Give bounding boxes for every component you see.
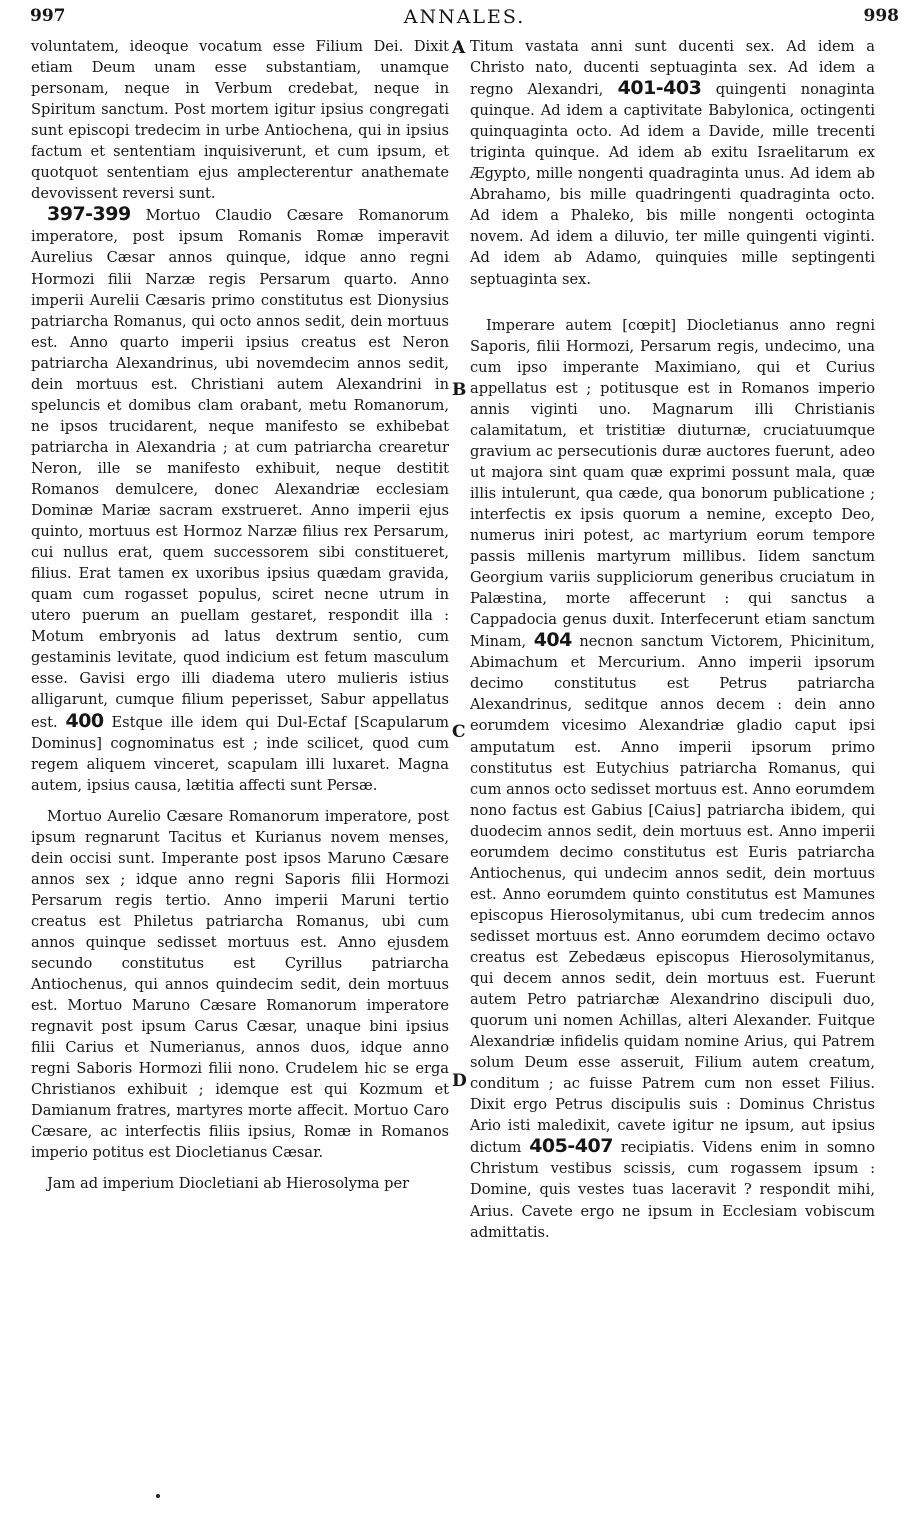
section-number: 401-403	[617, 77, 702, 100]
paragraph-text: recipiatis. Videns enim in somno Christum vestibus scissis, cum rogassem ipsum : Domine, quis vestes tuas laceravit ? respondit mihi, Arius. Cavete ergo ne ipsum in Ecclesiam vobiscum admittatis.	[470, 1139, 875, 1241]
section-number: 400	[65, 709, 104, 732]
margin-letter-c: C	[452, 722, 466, 742]
margin-letter-a: A	[452, 38, 466, 58]
running-header	[30, 6, 899, 34]
right-paragraph	[470, 315, 875, 1243]
paragraph-text: quingenti nonaginta quinque. Ad idem a captivitate Babylonica, octingenti quinquaginta octo. Ad idem a Davide, mille trecenti triginta quinque. Ad idem ab exitu Israelitarum ex Ægypto, mille nongenti quadraginta unus. Ad idem ab Abrahamo, bis mille quadringenti quadraginta octo. Ad idem a Phaleko, bis mille nongenti octoginta novem. Ad idem a diluvio, ter mille quingenti viginti. Ad idem ab Adamo, quinquies mille septingenti septuaginta sex.	[470, 81, 876, 288]
paragraph-text: Estque ille idem qui Dul-Ectaf [Scapularum Dominus] cognominatus est ; inde scilicet, quod cum regem aliquem vinceret, scapulam illi luxaret. Magna autem, ipsius causa, lætitia affecti sunt Persæ.	[31, 713, 449, 794]
margin-letter-d: D	[452, 1071, 467, 1091]
left-paragraph: Jam ad imperium Diocletiani ab Hierosolyma per	[47, 1175, 410, 1193]
paragraph-text: Mortuo Claudio Cæsare Romanorum imperatore, post ipsum Romanis Romæ imperavit Aurelius Cæsar annos quinque, idque anno regni Hormozi filii Narzæ regis Persarum quarto. Anno imperii Aurelii Cæsaris primo constitutus est Dionysius patriarcha Romanus, qui octo annos sedit, dein mortuus est. Anno quarto imperii ipsius creatus est Neron patriarcha Alexandrinus, ubi novemdecim annos sedit, dein mortuus est. Christiani autem Alexandrini in speluncis et domibus clam orabant, metu Romanorum, ne ipsos trucidarent, neque manifesto se exhibebat patriarcha in Alexandria ; at cum patriarcha crearetur Neron, ille se manifesto exhibuit, neque destitit Romanos demulcere, donec Alexandriæ ecclesiam Dominæ Mariæ sacram exstrueret. Anno imperii ejus quinto, mortuus est Hormoz Narzæ filius rex Persarum, cui nullus erat, quem successorem sibi constitueret, filius. Erat tamen ex uxoribus ipsius quædam gravida, quam cum rogasset populus, sciret necne utrum in utero puerum an puellam gestaret, respondit illa : Motum embryonis ad latus dextrum sentio, cum gestaminis levitate, quod indicium est fetum masculum esse. Gavisi ergo illi diadema utero mulieris istius alligarunt, cumque filium peperisset, Sabur appellatus est.	[31, 207, 449, 731]
left-column	[31, 36, 449, 1195]
section-number: 404	[533, 629, 572, 652]
section-number: 405-407	[529, 1135, 613, 1158]
page-number-left: 997	[30, 6, 66, 26]
margin-letter-b: B	[452, 380, 467, 400]
paragraph-text: Imperare autem [cœpit] Diocletianus anno regni Saporis, filii Hormozi, Persarum regis, undecimo, una cum ipso imperante Maximiano, qui et Curius appellatus est ; potitusque est in Romanos imperio annis viginti uno. Magnarum illi Christianis calamitatum, et tristitiæ diuturnæ, cruciatuumque gravium ac persecutionis duræ auctores fuerunt, adeo ut majora sint quam quæ exprimi possunt mala, quæ illis intulerunt, qua cæde, qua bonorum publicatione ; interfectis ex ipsis quorum a nemine, excepto Deo, numerus iniri potest, ac martyrium eorum tempore passis millenis martyrum millibus. Iidem sanctum Georgium variis suppliciorum generibus cruciatum in Palæstina, morte affecerunt : qui sanctus a Cappadocia genus duxit. Interfecerunt etiam sanctum Minam,	[470, 316, 875, 651]
right-paragraph	[470, 36, 875, 290]
section-number: 397-399	[47, 203, 131, 226]
page-number-right: 998	[863, 6, 899, 26]
right-column	[470, 36, 875, 1243]
left-paragraph	[31, 204, 449, 795]
paragraph-text: necnon sanctum Victorem, Phicinitum, Abimachum et Mercurium. Anno imperii ipsorum decimo constitutus est Petrus patriarcha Alexandrinus, seditque annos decem : dein anno eorumdem vicesimo Alexandriæ gladio caput ipsi amputatum est. Anno imperii ipsorum primo constitutus est Eutychius patriarcha Romanus, qui cum annos octo sedisset mortuus est. Anno eorumdem nono factus est Gabius [Caius] patriarcha ibidem, qui duodecim annos sedit, dein mortuus est. Anno imperii eorumdem decimo constitutus est Euris patriarcha Antiochenus, qui undecim annos sedit, dein mortuus est. Anno eorumdem quinto constitutus est Mamunes episcopus Hierosolymitanus, ubi cum tredecim annos sedisset mortuus est. Anno eorumdem decimo octavo creatus est Zebedæus episcopus Hierosolymitanus, qui decem annos sedit, dein mortuus est. Fuerunt autem Petro patriarchæ Alexandrino discipuli duo, quorum uni nomen Achillas, alteri Alexander. Fuitque Alexandriæ infidelis quidam nomine Arius, qui Patrem solum Deum esse asseruit, Filium autem creatum, conditum ; ac fuisse Patrem cum non esset Filius. Dixit ergo Petrus discipulis suis : Dominus Christus Ario isti maledixit, cavete igitur ne ipsum, aut ipsius dictum	[470, 633, 875, 1157]
left-paragraph: voluntatem, ideoque vocatum esse Filium Dei. Dixit etiam Deum unam esse substantiam, unamque personam, neque in Verbum credebat, neque in Spiritum sanctum. Post mortem igitur ipsius congregati sunt episcopi tredecim in urbe Antiochena, qui in ipsius factum et sententiam inquisiverunt, et cum ipsum, et quotquot sententiam ejus amplecterentur anathemate devovissent reversi sunt.	[31, 38, 449, 203]
paragraph-text: Titum vastata anni sunt ducenti sex. Ad idem a Christo nato, ducenti septuaginta sex. Ad idem a regno Alexandri,	[470, 38, 875, 99]
left-paragraph: Mortuo Aurelio Cæsare Romanorum imperatore, post ipsum regnarunt Tacitus et Kurianus novem menses, dein occisi sunt. Imperante post ipsos Maruno Cæsare annos sex ; idque anno regni Saporis filii Hormozi Persarum regis tertio. Anno imperii Maruni tertio creatus est Philetus patriarcha Romanus, ubi cum annos quinque sedisset mortuus est. Anno ejusdem secundo constitutus est Cyrillus patriarcha Antiochenus, qui annos quindecim sedit, dein mortuus est. Mortuo Maruno Cæsare Romanorum imperatore regnavit post ipsum Carus Cæsar, unaque bini ipsius filii Carius et Numerianus, annos duos, idque anno regni Saboris Hormozi filii nono. Crudelem hic se erga Christianos exhibuit ; idemque est qui Kozmum et Damianum fratres, martyres morte affecit. Mortuo Caro Cæsare, ac interfectis filiis ipsius, Romæ in Romanos imperio potitus est Diocletianus Cæsar.	[31, 807, 449, 1162]
running-title: ANNALES.	[403, 6, 526, 28]
stray-ink-dot	[156, 1494, 160, 1498]
